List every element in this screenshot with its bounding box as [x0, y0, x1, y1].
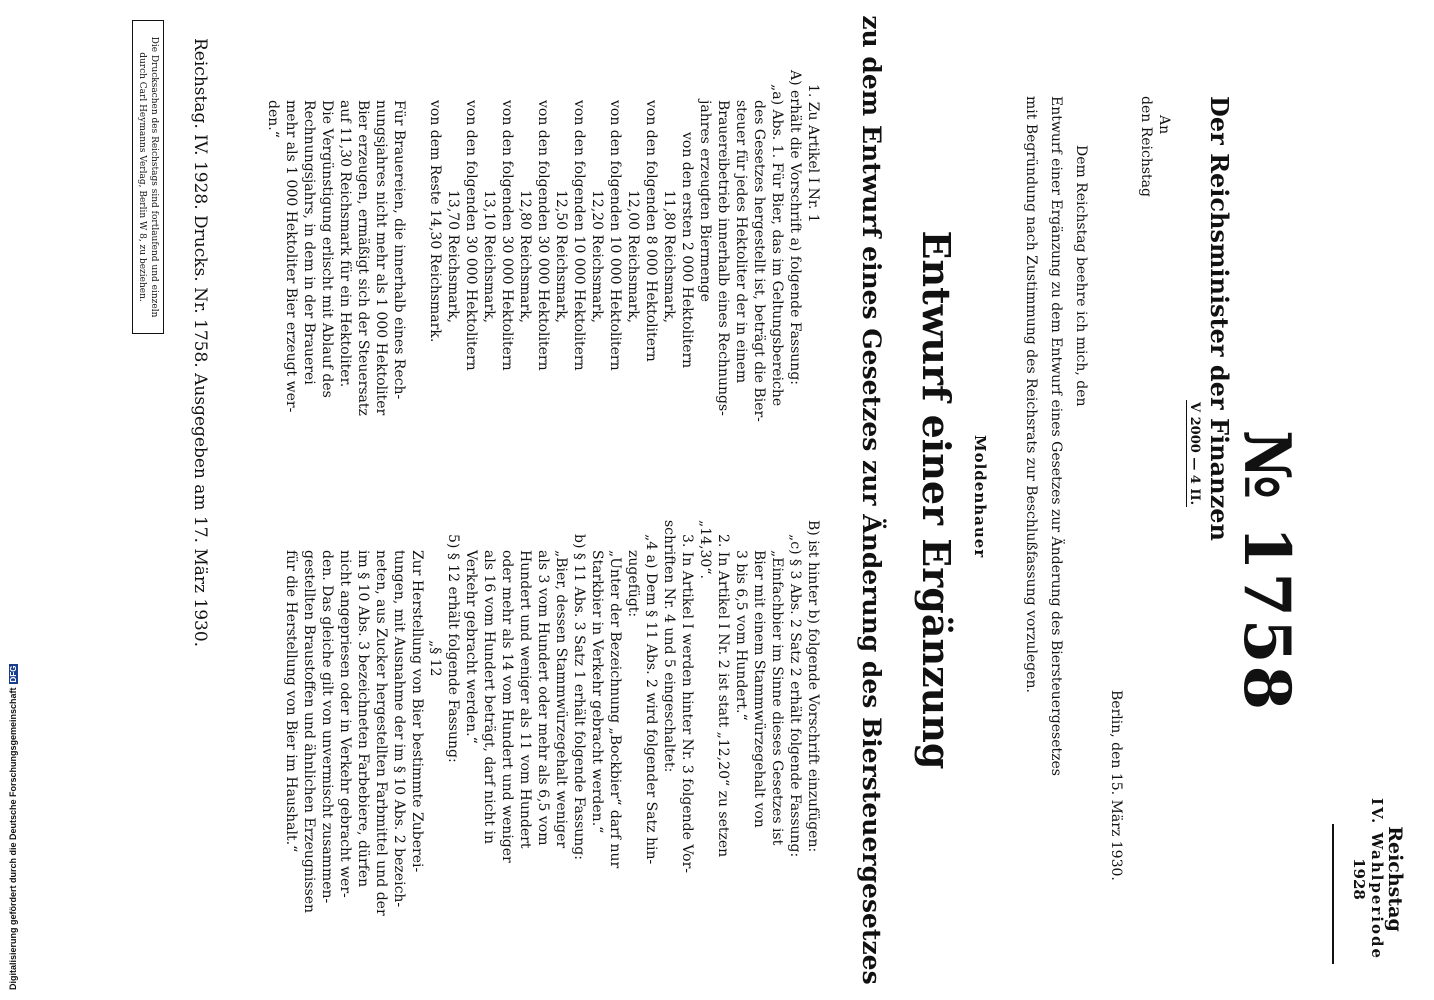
right-line: 3. In Artikel I werden hinter Nr. 3 folgende Vor- — [679, 534, 695, 874]
left-line: Brauereibetrieb innerhalb eines Rechnungs- — [715, 100, 731, 416]
right-line: schriften Nr. 4 und 5 eingeschaltet: — [661, 520, 677, 773]
left-line: von den folgenden 10 000 Hektolitern — [571, 100, 587, 371]
address-an: An — [1156, 115, 1172, 135]
document-title: Entwurf einer Ergänzung — [914, 230, 959, 770]
left-line: auf 11,30 Reichsmark für ein Hektoliter. — [337, 100, 353, 388]
right-line: oder mehr als 14 vom Hundert und weniger — [499, 550, 515, 863]
right-line: „Bier, dessen Stammwürzegehalt weniger — [553, 550, 569, 849]
left-line: Rechnungsjahrs, in dem in der Brauerei — [301, 100, 317, 385]
left-line: von den folgenden 30 000 Hektolitern — [535, 100, 551, 371]
left-line: 1. Zu Artikel I Nr. 1 — [805, 84, 821, 223]
left-line: von den folgenden 10 000 Hektolitern — [607, 100, 623, 371]
reichstag-label: Reichstag — [1384, 826, 1406, 932]
left-line: des Gesetzes hergestellt ist, beträgt die Bier- — [751, 100, 767, 422]
left-line: Die Vergünstigung erlischt mit Ablauf des — [319, 100, 335, 398]
intro-line-3: mit Begründung nach Zustimmung des Reichsrats zur Beschlußfassung vorzulegen. — [1023, 96, 1039, 693]
left-line: 12,00 Reichsmark, — [625, 190, 641, 324]
left-line: 12,20 Reichsmark, — [589, 190, 605, 324]
right-line: Zur Herstellung von Bier bestimmte Zuberei- — [409, 550, 425, 873]
right-line: Hundert und weniger als 11 vom Hundert — [517, 550, 533, 849]
right-line: Verkehr gebracht werden.“ — [463, 550, 479, 744]
right-line: als 3 vom Hundert oder mehr als 6,5 vom — [535, 550, 551, 846]
right-line: tungen, mit Ausnahme der im § 10 Abs. 2 bezeich- — [391, 550, 407, 908]
left-line: von den folgenden 30 000 Hektolitern — [463, 100, 479, 371]
publisher-note-box: Die Drucksachen des Reichstags sind fortlaufend und einzeln durch Carl Heymanns Verlag, Berlin W 8, zu beziehen. — [132, 20, 164, 334]
left-line: A) erhält die Vorschrift a) folgende Fassung: — [787, 70, 803, 386]
right-line: gestellten Braustoffen und ähnlichen Erzeugnissen — [301, 550, 317, 914]
header-rule — [1332, 824, 1334, 964]
right-line: als 16 vom Hundert beträgt, darf nicht in — [481, 550, 497, 844]
left-line: mehr als 1 000 Hektoliter Bier erzeugt wer- — [283, 100, 299, 413]
right-line: zugefügt: — [625, 550, 641, 618]
left-line — [408, 70, 426, 490]
right-line: Starkbier in Verkehr gebracht werden.“ — [589, 550, 605, 834]
right-line: b) § 11 Abs. 3 Satz 1 erhält folgende Fassung: — [571, 534, 587, 860]
left-line: von den folgenden 8 000 Hektolitern — [643, 100, 659, 362]
right-line: den. Das gleiche gilt von unvermischt zusammen- — [319, 550, 335, 904]
left-line: steuer für jedes Hektoliter der in einem — [733, 100, 749, 384]
funding-note-text: Digitalisierung gefördert durch die Deutsche Forschungsgemeinschaft — [8, 687, 18, 990]
right-line: 2. In Artikel I Nr. 2 ist statt „12,20“ zu setzen — [715, 534, 731, 858]
dfg-logo: DFG — [9, 665, 18, 683]
right-line: neten, aus Zucker hergestellten Farbmittel und der — [373, 550, 389, 916]
left-line: Für Brauereien, die innerhalb eines Rech- — [391, 100, 407, 400]
right-column — [282, 520, 822, 940]
right-line: „14,30“. — [697, 520, 713, 579]
date-line: Berlin, den 15. März 1930. — [1108, 690, 1124, 881]
right-line: im § 10 Abs. 3 bezeichneten Farbebiere, dürfen — [355, 550, 371, 888]
left-line: von dem Reste 14,30 Reichsmark. — [427, 100, 443, 343]
left-line: den.“ — [265, 100, 281, 138]
right-line: „c) § 3 Abs. 2 Satz 2 erhält folgende Fassung: — [787, 534, 803, 858]
left-line: 11,80 Reichsmark, — [661, 190, 677, 324]
left-line: „a) Abs. 1. Für Bier, das im Geltungsbereiche — [769, 84, 785, 407]
left-line: von den folgenden 30 000 Hektolitern — [499, 100, 515, 371]
left-line: jahres erzeugten Biermenge — [697, 100, 713, 302]
reference-number: V 2000 — 4 II. — [1187, 402, 1202, 506]
left-line: 13,70 Reichsmark, — [445, 190, 461, 324]
right-line: „4 a) Dem § 11 Abs. 2 wird folgender Satz hin- — [643, 534, 659, 865]
address-reichstag: den Reichstag — [1138, 96, 1154, 197]
right-line: B) ist hinter b) folgende Vorschrift einzufügen: — [805, 520, 821, 853]
left-line: 13,10 Reichsmark, — [481, 190, 497, 324]
signature: Moldenhauer — [971, 435, 989, 559]
reichstag-header — [1350, 798, 1404, 960]
intro-line-1: Dem Reichstag beehre ich mich, den — [1073, 145, 1089, 407]
right-line: für die Herstellung von Bier im Haushalt.“ — [283, 550, 299, 853]
right-line: „Einfachbier im Sinne dieses Gesetzes ist — [769, 550, 785, 846]
document-subtitle: zu dem Entwurf eines Gesetzes zur Änderung des Biersteuergesetzes — [857, 15, 886, 985]
right-line: „Unter der Bezeichnung „Bockbier“ darf nur — [607, 550, 623, 869]
right-line: 3 bis 6,5 vom Hundert.“ — [733, 550, 749, 721]
left-column — [264, 70, 822, 490]
document-number: № 1758 — [1229, 430, 1304, 712]
minister-heading: Der Reichsminister der Finanzen — [1205, 96, 1234, 541]
right-line: 5) § 12 erhält folgende Fassung: — [445, 534, 461, 763]
left-line: 12,50 Reichsmark, — [553, 190, 569, 324]
left-line: von den ersten 2 000 Hektolitern — [679, 132, 695, 369]
right-line: Bier mit einem Stammwürzegehalt von — [751, 550, 767, 828]
left-line: nungsjahres nicht mehr als 1 000 Hektoliter — [373, 100, 389, 416]
right-line: nicht angepriesen oder in Verkehr gebracht wer- — [337, 550, 353, 898]
left-line: 12,80 Reichsmark, — [517, 190, 533, 324]
wahlperiode-label: IV. Wahlperiode — [1368, 797, 1386, 960]
year-label: 1928 — [1350, 858, 1368, 900]
left-line: Bier erzeugen, ermäßigt sich der Steuersatz — [355, 100, 371, 416]
right-line: „§ 12 — [427, 640, 443, 677]
intro-line-2: Entwurf einer Ergänzung zu dem Entwurf eines Gesetzes zur Änderung des Biersteuergesetzes — [1048, 96, 1064, 776]
print-footer: Reichstag. IV. 1928. Drucks. Nr. 1758. Ausgegeben am 17. März 1930. — [190, 38, 210, 648]
